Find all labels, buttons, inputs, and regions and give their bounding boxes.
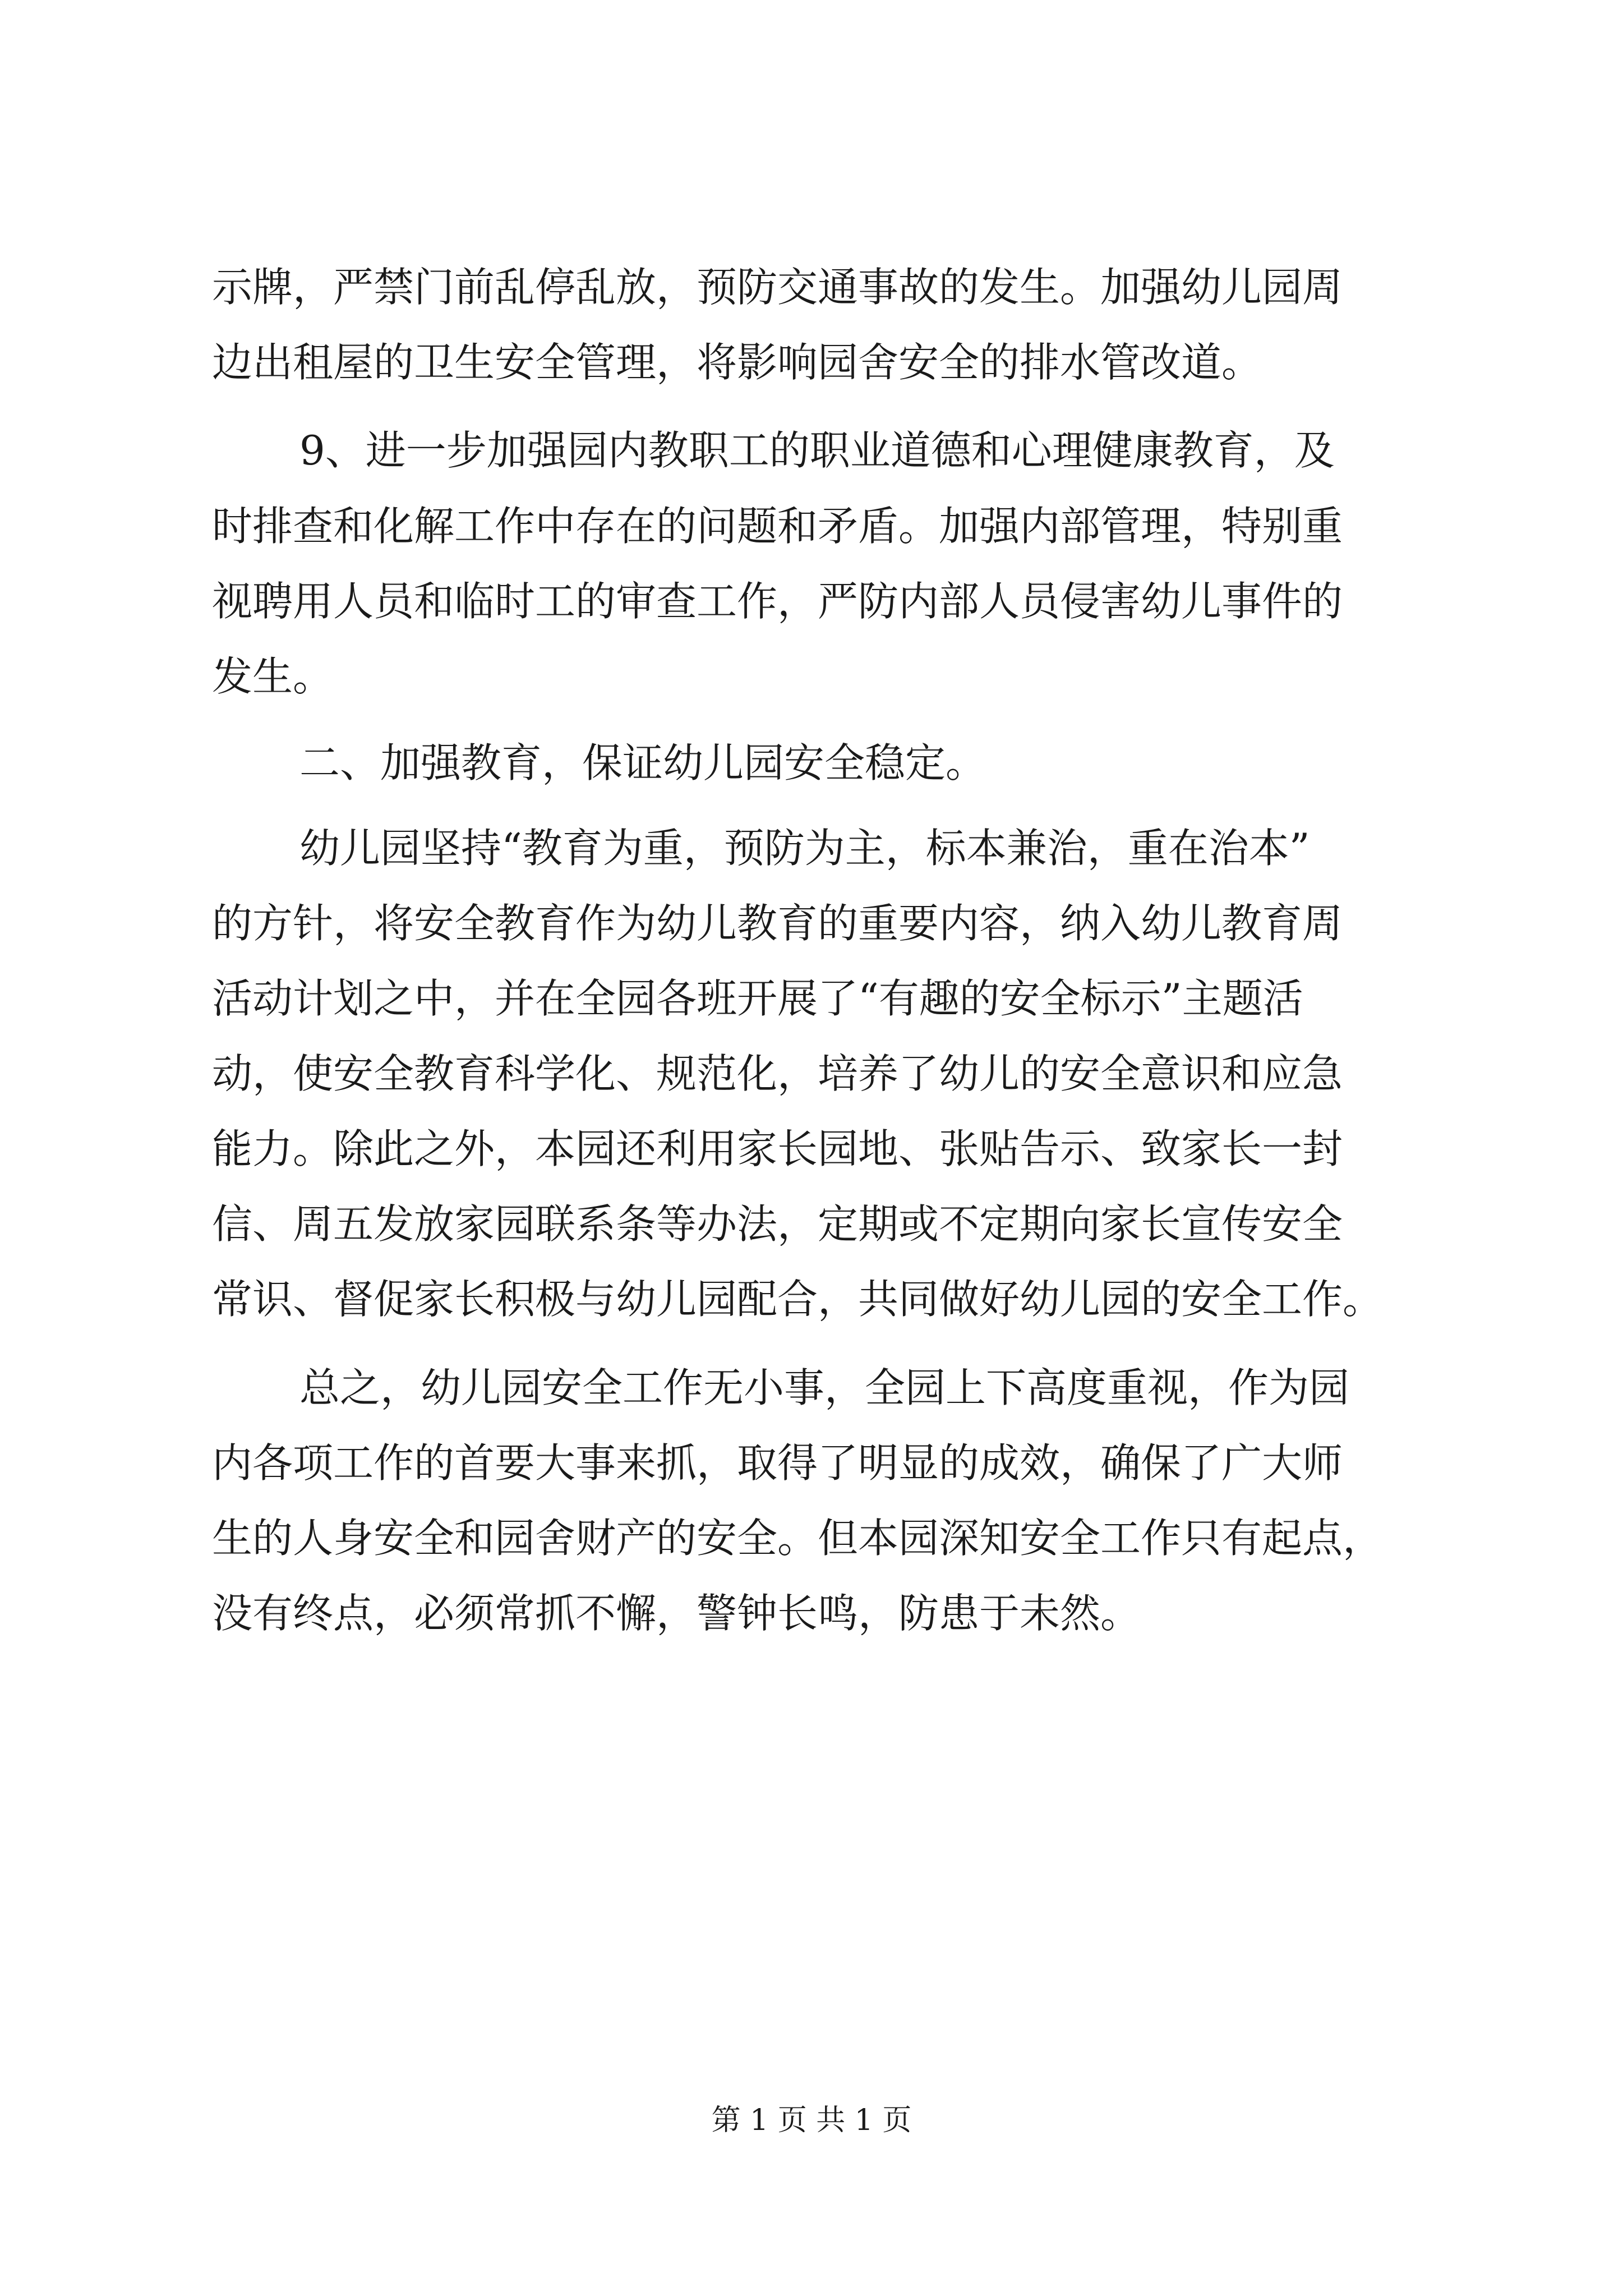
text-line: 总之，幼儿园安全工作无小事，全园上下高度重视，作为园 [299, 1364, 1350, 1411]
text-line: 没有终点，必须常抓不懈，警钟长鸣，防患于未然。 [212, 1590, 1141, 1637]
text-line: 发生。 [212, 653, 334, 700]
page-footer: 第 1 页 共 1 页 [711, 2104, 912, 2137]
text-line: 示牌，严禁门前乱停乱放，预防交通事故的发生。加强幼儿园周 [212, 264, 1343, 311]
text-line: 9、进一步加强园内教职工的职业道德和心理健康教育，及 [299, 427, 1335, 474]
section-heading: 二、加强教育，保证幼儿园安全稳定。 [299, 739, 986, 786]
text-line: 信、周五发放家园联系条等办法，定期或不定期向家长宣传安全 [212, 1200, 1343, 1248]
text-line: 生的人身安全和园舍财产的安全。但本园深知安全工作只有起点， [212, 1515, 1384, 1562]
text-line: 能力。除此之外，本园还利用家长园地、张贴告示、致家长一封 [212, 1125, 1343, 1172]
text-line: 的方针，将安全教育作为幼儿教育的重要内容，纳入幼儿教育周 [212, 900, 1343, 947]
text-line: 动，使安全教育科学化、规范化，培养了幼儿的安全意识和应急 [212, 1050, 1343, 1097]
text-line: 活动计划之中，并在全园各班开展了“有趣的安全标示”主题活 [212, 975, 1303, 1022]
text-line: 视聘用人员和临时工的审查工作，严防内部人员侵害幼儿事件的 [212, 578, 1343, 625]
text-line: 幼儿园坚持“教育为重，预防为主，标本兼治，重在治本” [299, 825, 1310, 872]
text-line: 边出租屋的卫生安全管理，将影响园舍安全的排水管改道。 [212, 339, 1262, 386]
text-line: 时排查和化解工作中存在的问题和矛盾。加强内部管理，特别重 [212, 503, 1343, 550]
text-line: 内各项工作的首要大事来抓，取得了明显的成效，确保了广大师 [212, 1439, 1343, 1487]
text-line: 常识、督促家长积极与幼儿园配合，共同做好幼儿园的安全工作。 [212, 1276, 1384, 1323]
